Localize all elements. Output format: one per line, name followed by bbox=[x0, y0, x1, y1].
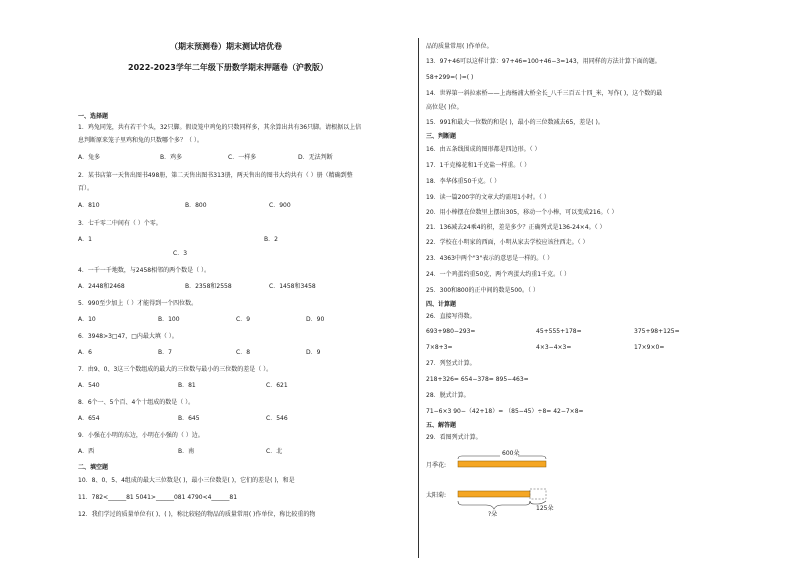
question-2-line-2: 百）。 bbox=[78, 185, 94, 192]
bar-a bbox=[458, 461, 546, 467]
q6-option-b: B．7 bbox=[158, 349, 172, 356]
question-3: 3．七千零二中间有（ ）个零。 bbox=[78, 220, 162, 227]
question-16: 16．由五条线围成的图形都是四边形。（ ） bbox=[426, 146, 541, 153]
question-28: 28．脱式计算。 bbox=[426, 392, 470, 399]
q2-option-c: C．900 bbox=[269, 202, 291, 209]
q9-option-a: A．西 bbox=[78, 448, 95, 455]
question-5: 5．990至少加上（ ）才能得到一个四位数。 bbox=[78, 300, 198, 307]
q8-option-c: C．546 bbox=[266, 415, 288, 422]
question-8: 8．6个一、5个百、4个十组成的数是（ ）。 bbox=[78, 399, 195, 406]
q7-option-c: C．621 bbox=[266, 382, 288, 389]
section-judge-heading: 三、判断题 bbox=[426, 133, 457, 140]
q3-option-a: A．1 bbox=[78, 236, 92, 243]
question-9: 9．小强在小明的东边，小明在小强的（ ）边。 bbox=[78, 432, 204, 439]
q9-option-b: B．南 bbox=[178, 448, 195, 455]
q4-option-c: C．1458和3458 bbox=[269, 283, 316, 290]
question-1-line-1: 1．鸡兔同笼，共有若干个头，32只脚。假设笼中鸡兔的只数同样多，其余算出共有36只脚。请根据以上信 bbox=[78, 124, 362, 131]
section-calc-heading: 四、计算题 bbox=[426, 301, 457, 308]
q26-expr-3: 375+98+125= bbox=[634, 328, 680, 335]
q1-option-b: B．鸡多 bbox=[160, 154, 183, 161]
question-7: 7．由9、0、3这三个数组成的最大的三位数与最小的三位数的差是（ ）。 bbox=[78, 366, 273, 373]
q6-option-a: A．6 bbox=[78, 349, 92, 356]
question-19: 19．读一篇200字的文章大约需用1小时。（ ） bbox=[426, 194, 550, 201]
diagram-unknown: ?朵 bbox=[488, 511, 498, 518]
bar-diagram bbox=[426, 447, 586, 517]
q5-option-c: C．9 bbox=[236, 316, 251, 323]
q1-option-d: D．无法判断 bbox=[298, 154, 333, 161]
diagram-label-a: 月季花: bbox=[426, 462, 447, 469]
question-17: 17．1千克棉花和1千克盐一样重。（ ） bbox=[426, 162, 531, 169]
q4-option-b: B．2358和2558 bbox=[185, 283, 232, 290]
section-choice-heading: 一、选择题 bbox=[78, 113, 109, 120]
question-27: 27．列竖式计算。 bbox=[426, 360, 476, 367]
q3-option-b: B．2 bbox=[264, 236, 278, 243]
q5-option-a: A．10 bbox=[78, 316, 96, 323]
question-11: 11．782<______81 5041>______081 4790<4______81 bbox=[78, 494, 238, 501]
q7-option-a: A．540 bbox=[78, 382, 100, 389]
question-6: 6．3948>3□47，□内最大填（ ）。 bbox=[78, 333, 178, 340]
title-line-1: （期末预测卷）期末测试培优卷 bbox=[170, 42, 282, 51]
diagram-extra-value: 125朵 bbox=[536, 505, 554, 512]
q9-option-c: C．北 bbox=[266, 448, 283, 455]
q8-option-b: B．645 bbox=[178, 415, 200, 422]
q26-expr-4: 7×8+3= bbox=[426, 344, 453, 351]
q6-option-d: D．9 bbox=[306, 349, 321, 356]
column-divider bbox=[418, 38, 419, 558]
question-20: 20．用小棒摆在位数里上摆出305，移动一个小棒，可以变成216。（ ） bbox=[426, 209, 618, 216]
section-solve-heading: 五、解答题 bbox=[426, 422, 457, 429]
q26-expr-1: 693+980−293= bbox=[426, 328, 476, 335]
question-29: 29．看图列式计算。 bbox=[426, 434, 482, 441]
question-4: 4．一千一千地数，与2458相邻的两个数是（ ）。 bbox=[78, 267, 210, 274]
q5-option-b: B．100 bbox=[158, 316, 180, 323]
question-26: 26．直接写得数。 bbox=[426, 313, 476, 320]
q26-expr-2: 45+555+178= bbox=[536, 328, 582, 335]
question-13-line-1: 13．97+46可以这样计算：97+46=100+46−3=143，用同样的方法计算下面的题。 bbox=[426, 58, 661, 65]
question-28-expressions: 71−6×3 90−（42+18）= （85−45）÷8= 42−7×8= bbox=[426, 408, 584, 415]
bar-b-extension bbox=[530, 489, 546, 499]
q6-option-c: C．8 bbox=[236, 349, 251, 356]
question-12-continued: 品的质量常用( )作单位。 bbox=[426, 43, 493, 50]
q3-option-c: C．3 bbox=[173, 250, 188, 257]
q2-option-b: B．800 bbox=[185, 202, 207, 209]
q5-option-d: D．90 bbox=[306, 316, 325, 323]
question-14-line-1: 14．世界第一斜拉索桥——上海杨浦大桥全长_八千三百五十四_米，写作( )，这个数的最 bbox=[426, 90, 663, 97]
q26-expr-6: 17×9×0= bbox=[634, 344, 665, 351]
bottom-brace bbox=[458, 501, 530, 509]
question-10: 10．8、0、5、4组成的最大三位数是( )，最小三位数是( )，它们的差是( )，和是 bbox=[78, 477, 295, 484]
q26-expr-5: 4×3−4×3= bbox=[536, 344, 572, 351]
diagram-label-b: 太阳菊: bbox=[426, 492, 447, 499]
question-23: 23．4363中两个"3"表示的意思是一样的。（ ） bbox=[426, 255, 554, 262]
question-18: 18．李华体重50千克。（ ） bbox=[426, 178, 501, 185]
question-1-line-2: 息判断原来笼子里鸡和兔的只数哪个多？（ ）。 bbox=[78, 137, 203, 144]
q1-option-c: C．一样多 bbox=[228, 154, 257, 161]
question-15: 15．991和最大一位数的和是( )，最小的三位数减去65，差是( )。 bbox=[426, 119, 604, 126]
question-2-line-1: 2．某书店第一天售出图书498册，第二天售出图书313册，两天售出的图书大约共有（ ）册（精确到整 bbox=[78, 172, 353, 179]
title-line-2: 2022-2023学年二年级下册数学期末押题卷（沪教版） bbox=[128, 63, 328, 72]
bar-b bbox=[458, 491, 530, 497]
question-24: 24．一个鸡蛋约重50克，两个鸡蛋大约重1千克。（ ） bbox=[426, 271, 570, 278]
q4-option-a: A．2448和2468 bbox=[78, 283, 125, 290]
q8-option-a: A．654 bbox=[78, 415, 100, 422]
question-27-expressions: 218+326= 654−378= 895−463= bbox=[426, 376, 529, 383]
q2-option-a: A．810 bbox=[78, 202, 100, 209]
question-25: 25．300和800的正中间的数是500。（ ） bbox=[426, 287, 539, 294]
diagram-top-value: 600朵 bbox=[502, 450, 520, 457]
section-fill-heading: 二、填空题 bbox=[78, 464, 109, 471]
question-21: 21．136减去24乘4的积，差是多少？正确列式是136-24×4。（ ） bbox=[426, 224, 606, 231]
question-12: 12．我们学过的质量单位有( )、( )，称比较轻的物品的质量常用( )作单位，称比较重的物 bbox=[78, 511, 316, 518]
question-13-line-2: 58+299=( )=( ) bbox=[426, 74, 474, 81]
question-22: 22．学校在小明家的西面，小明从家去学校应该往西走。（ ） bbox=[426, 239, 589, 246]
q1-option-a: A．兔多 bbox=[78, 154, 101, 161]
extra-brace bbox=[530, 501, 546, 504]
question-14-line-2: 高位是( )位。 bbox=[426, 104, 463, 111]
q7-option-b: B．81 bbox=[178, 382, 196, 389]
